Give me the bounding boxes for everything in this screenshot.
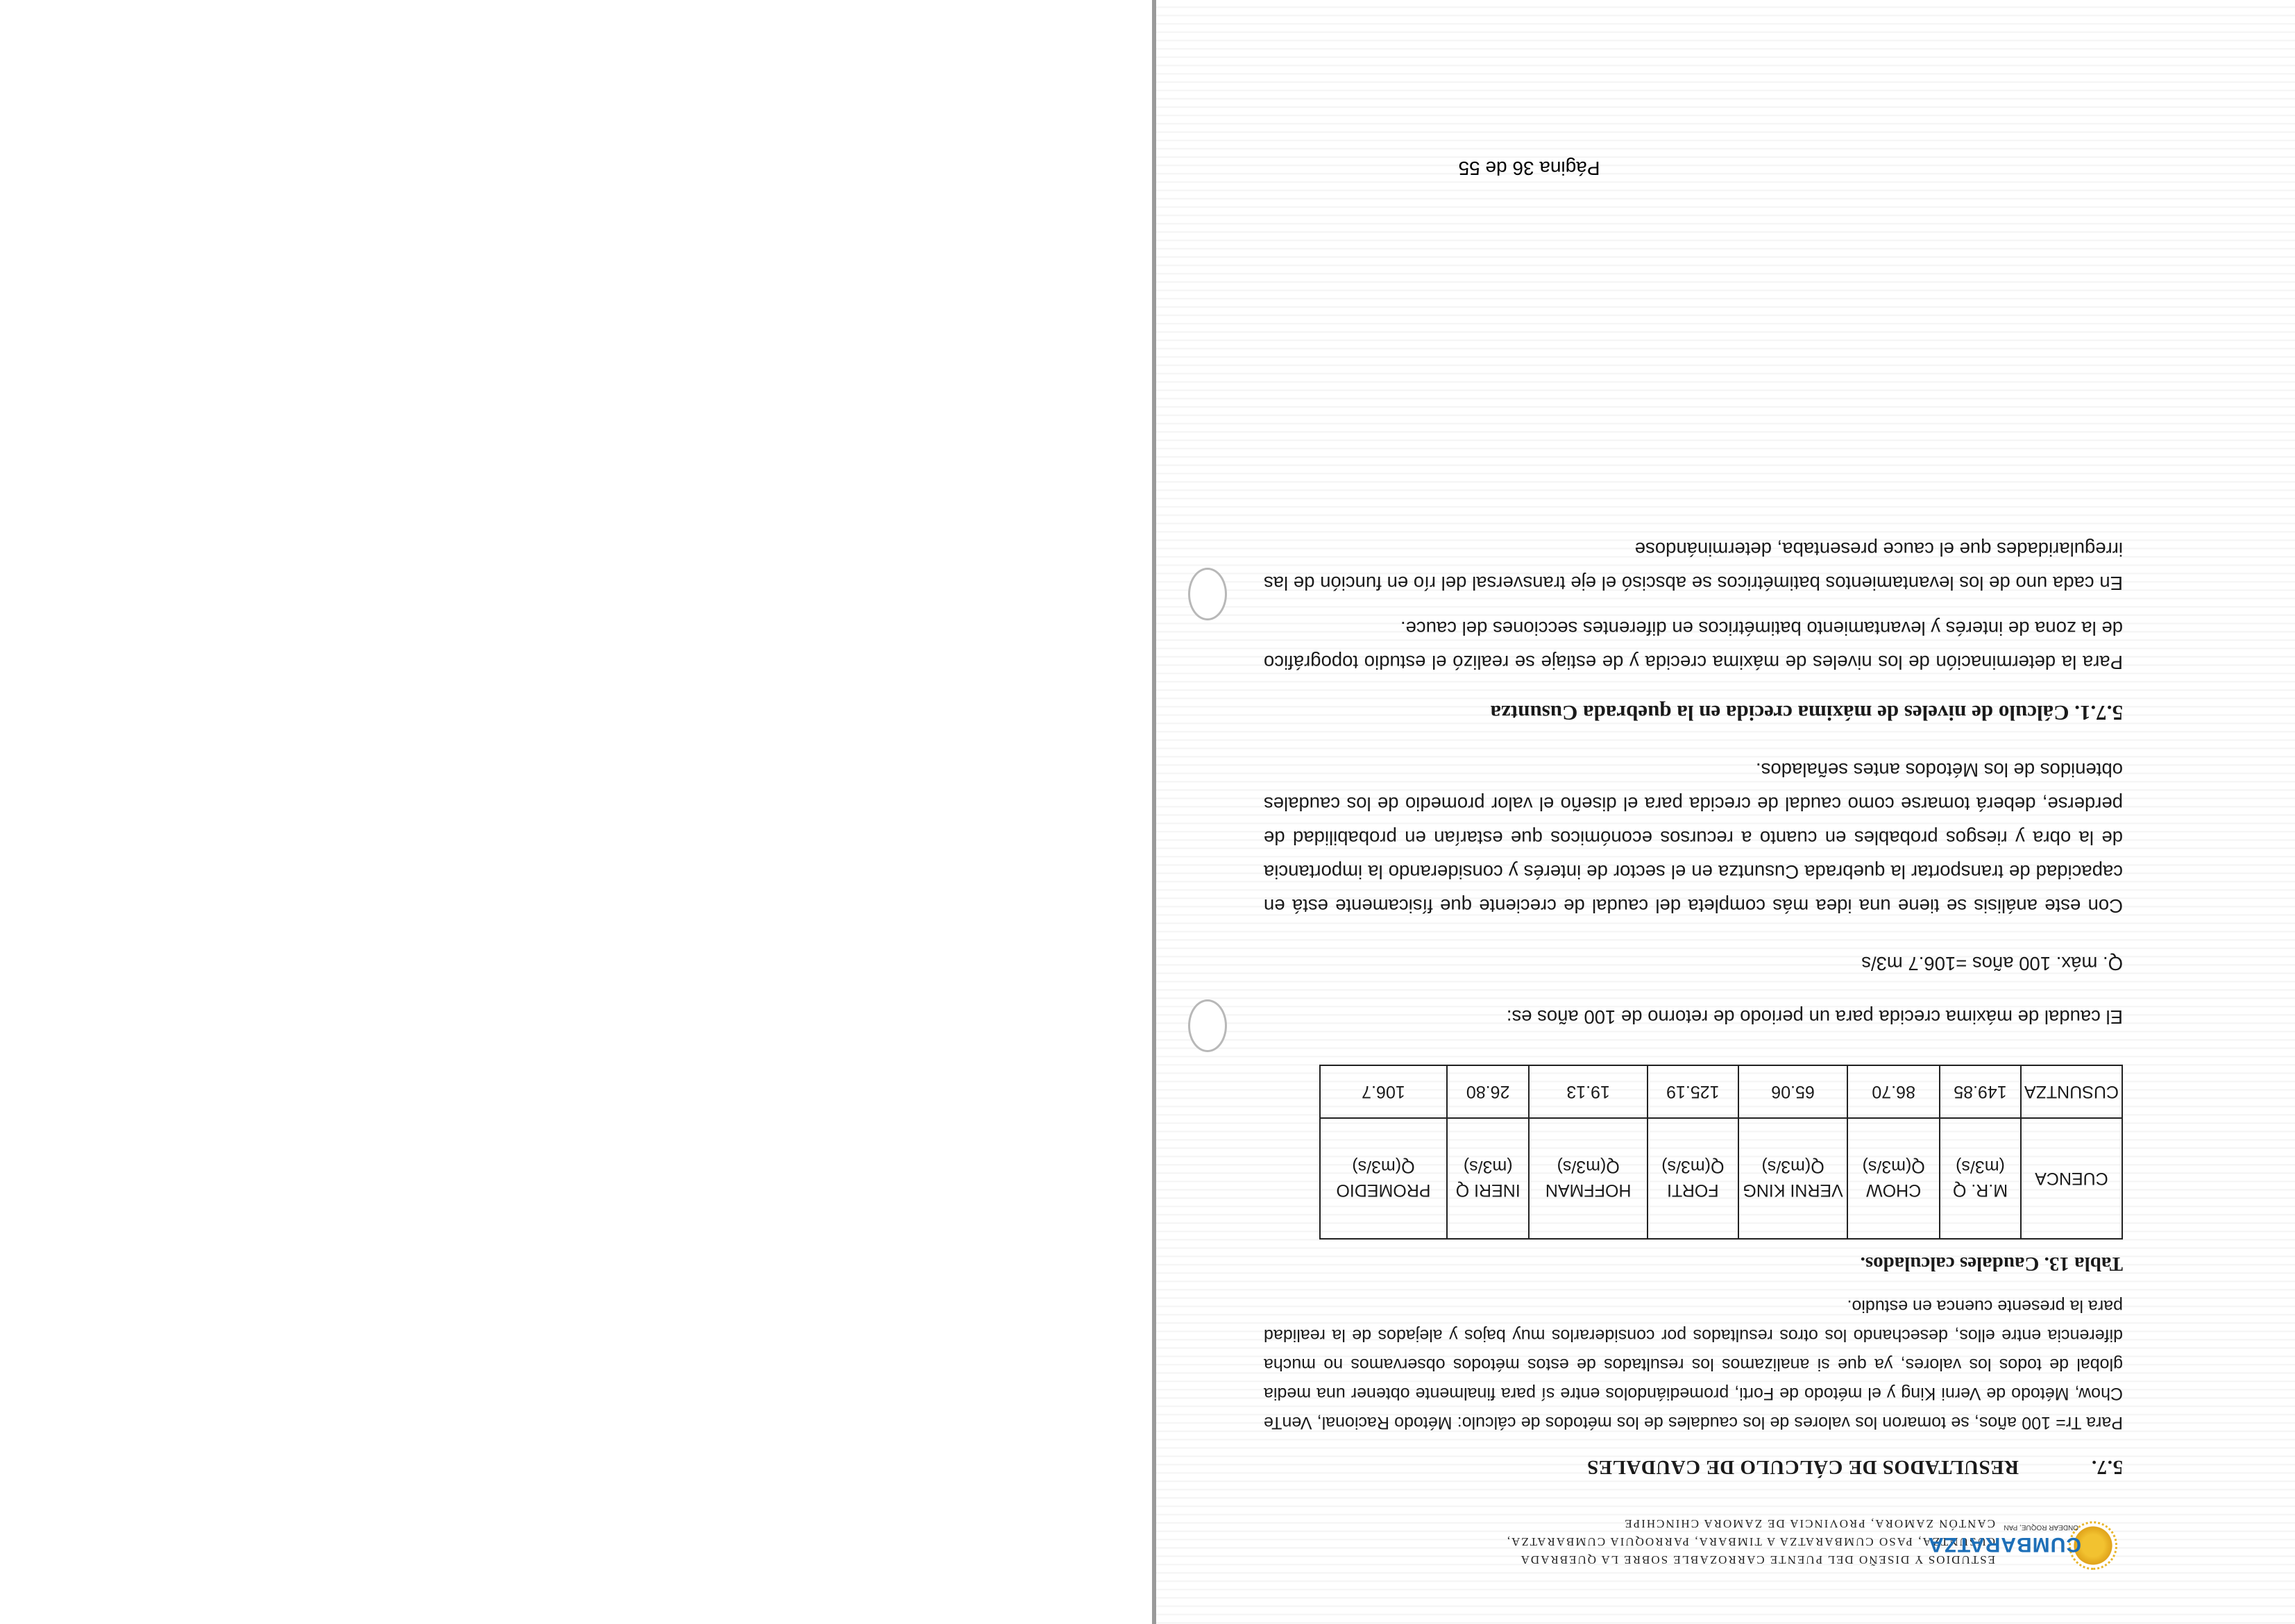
column-header: INERI Q (m3/s) <box>1447 1118 1530 1239</box>
project-title-line-3: CANTÓN ZAMORA, PROVINCIA DE ZAMORA CHINCHIPE <box>1623 1517 1995 1530</box>
table-header-row <box>1320 1118 2122 1239</box>
analysis-paragraph: Con este análisis se tiene una idea más completa del caudal de creciente que físicamente está en capacidad de transportar la quebrada Cusuntza en el sector de interés y considerando la importancia de la obra y riesgos probables en cuanto a recursos económicos que estarían en probabilidad de perderse, deberá tomarse como caudal de crecida para el diseño el valor promedio de los caudales obtenidos de los Métodos antes señalados. <box>1264 759 2123 917</box>
table-cell: CUSUNTZA <box>2021 1065 2122 1118</box>
column-header: VERNI KING Q(m3/s) <box>1738 1118 1847 1239</box>
project-title-line-1: ESTUDIOS Y DISEÑO DEL PUENTE CARROZABLE SOBRE LA QUEBRADA <box>1519 1553 1995 1566</box>
column-header: CUENCA <box>2021 1118 2122 1239</box>
column-header: CHOW Q(m3/s) <box>1847 1118 1940 1239</box>
project-title <box>1506 1514 1995 1571</box>
flow-results-table <box>1319 1065 2123 1240</box>
table-cell: 86.70 <box>1847 1065 1940 1118</box>
document-header <box>1264 1495 2123 1571</box>
column-header: PROMEDIO Q(m3/s) <box>1320 1118 1447 1239</box>
table-cell: 65.06 <box>1738 1065 1847 1118</box>
flow-statement: El caudal de máxima crecida para un periodo de retorno de 100 años es: <box>1506 1006 2123 1028</box>
logo-subtitle: ONDEAR ROQUE, PAN <box>2004 1523 2078 1531</box>
page-number: Página 36 de 55 <box>1458 158 1600 179</box>
section-number: 5.7. <box>2091 1456 2123 1478</box>
subsection-paragraph-2: En cada uno de los levantamientos batimétricos se abscisó el eje transversal del río en función de las irregularidades que el cauce presentaba, determinándose <box>1264 539 2123 594</box>
section-title: RESULTADOS DE CÁLCULO DE CAUDALES <box>1586 1456 2019 1478</box>
page-content <box>1264 532 2123 1571</box>
table-caption: Tabla 13. Caudales calculados. <box>1860 1253 2123 1275</box>
table-cell: 19.13 <box>1529 1065 1647 1118</box>
page-footer <box>1152 157 2295 179</box>
column-header: M.R. Q (m3/s) <box>1940 1118 2021 1239</box>
table-row <box>1320 1065 2122 1118</box>
scanned-document-page <box>1152 0 2295 1624</box>
section-intro-paragraph: Para Tr= 100 años, se tomaron los valores de los caudales de los métodos de cálculo: Método Racional, VenTe Chow, Método de Verni King y el método de Forti, promediándolos entre sí para finalmente obtener una media global de todos los valores, ya que si analizamos los resultados de estos métodos observamos no mucha diferencia entre ellos, desechando los otros resultados por considerarlos muy bajos y alejados de la realidad para la presente cuenca en estudio. <box>1264 1296 2123 1432</box>
subsection-paragraph-1: Para la determinación de los niveles de máxima crecida y de estiaje se realizó el estudio topográfico de la zona de interés y levantamiento batimétricos en diferentes secciones del cauce. <box>1264 618 2123 673</box>
table-cell: 106.7 <box>1320 1065 1447 1118</box>
table-cell: 149.85 <box>1940 1065 2021 1118</box>
column-header: FORTI Q(m3/s) <box>1648 1118 1738 1239</box>
section-heading <box>1264 1455 2123 1478</box>
max-flow-value: Q. máx. 100 años =106.7 m3/s <box>1861 953 2123 974</box>
column-header: HOFFMAN Q(m3/s) <box>1529 1118 1647 1239</box>
subsection-heading: 5.7.1. Cálculo de niveles de máxima crecida en la quebrada Cusuntza <box>1490 701 2123 725</box>
cumbaratza-logo <box>1927 1509 2123 1571</box>
table-cell: 26.80 <box>1447 1065 1530 1118</box>
table-cell: 125.19 <box>1648 1065 1738 1118</box>
project-title-line-2: CUSUNTZA, PASO CUMBARATZA A TIMBARA, PARROQUIA CUMBARATZA, <box>1505 1535 1995 1548</box>
logo-text: CUMBARATZA <box>1927 1533 2081 1556</box>
